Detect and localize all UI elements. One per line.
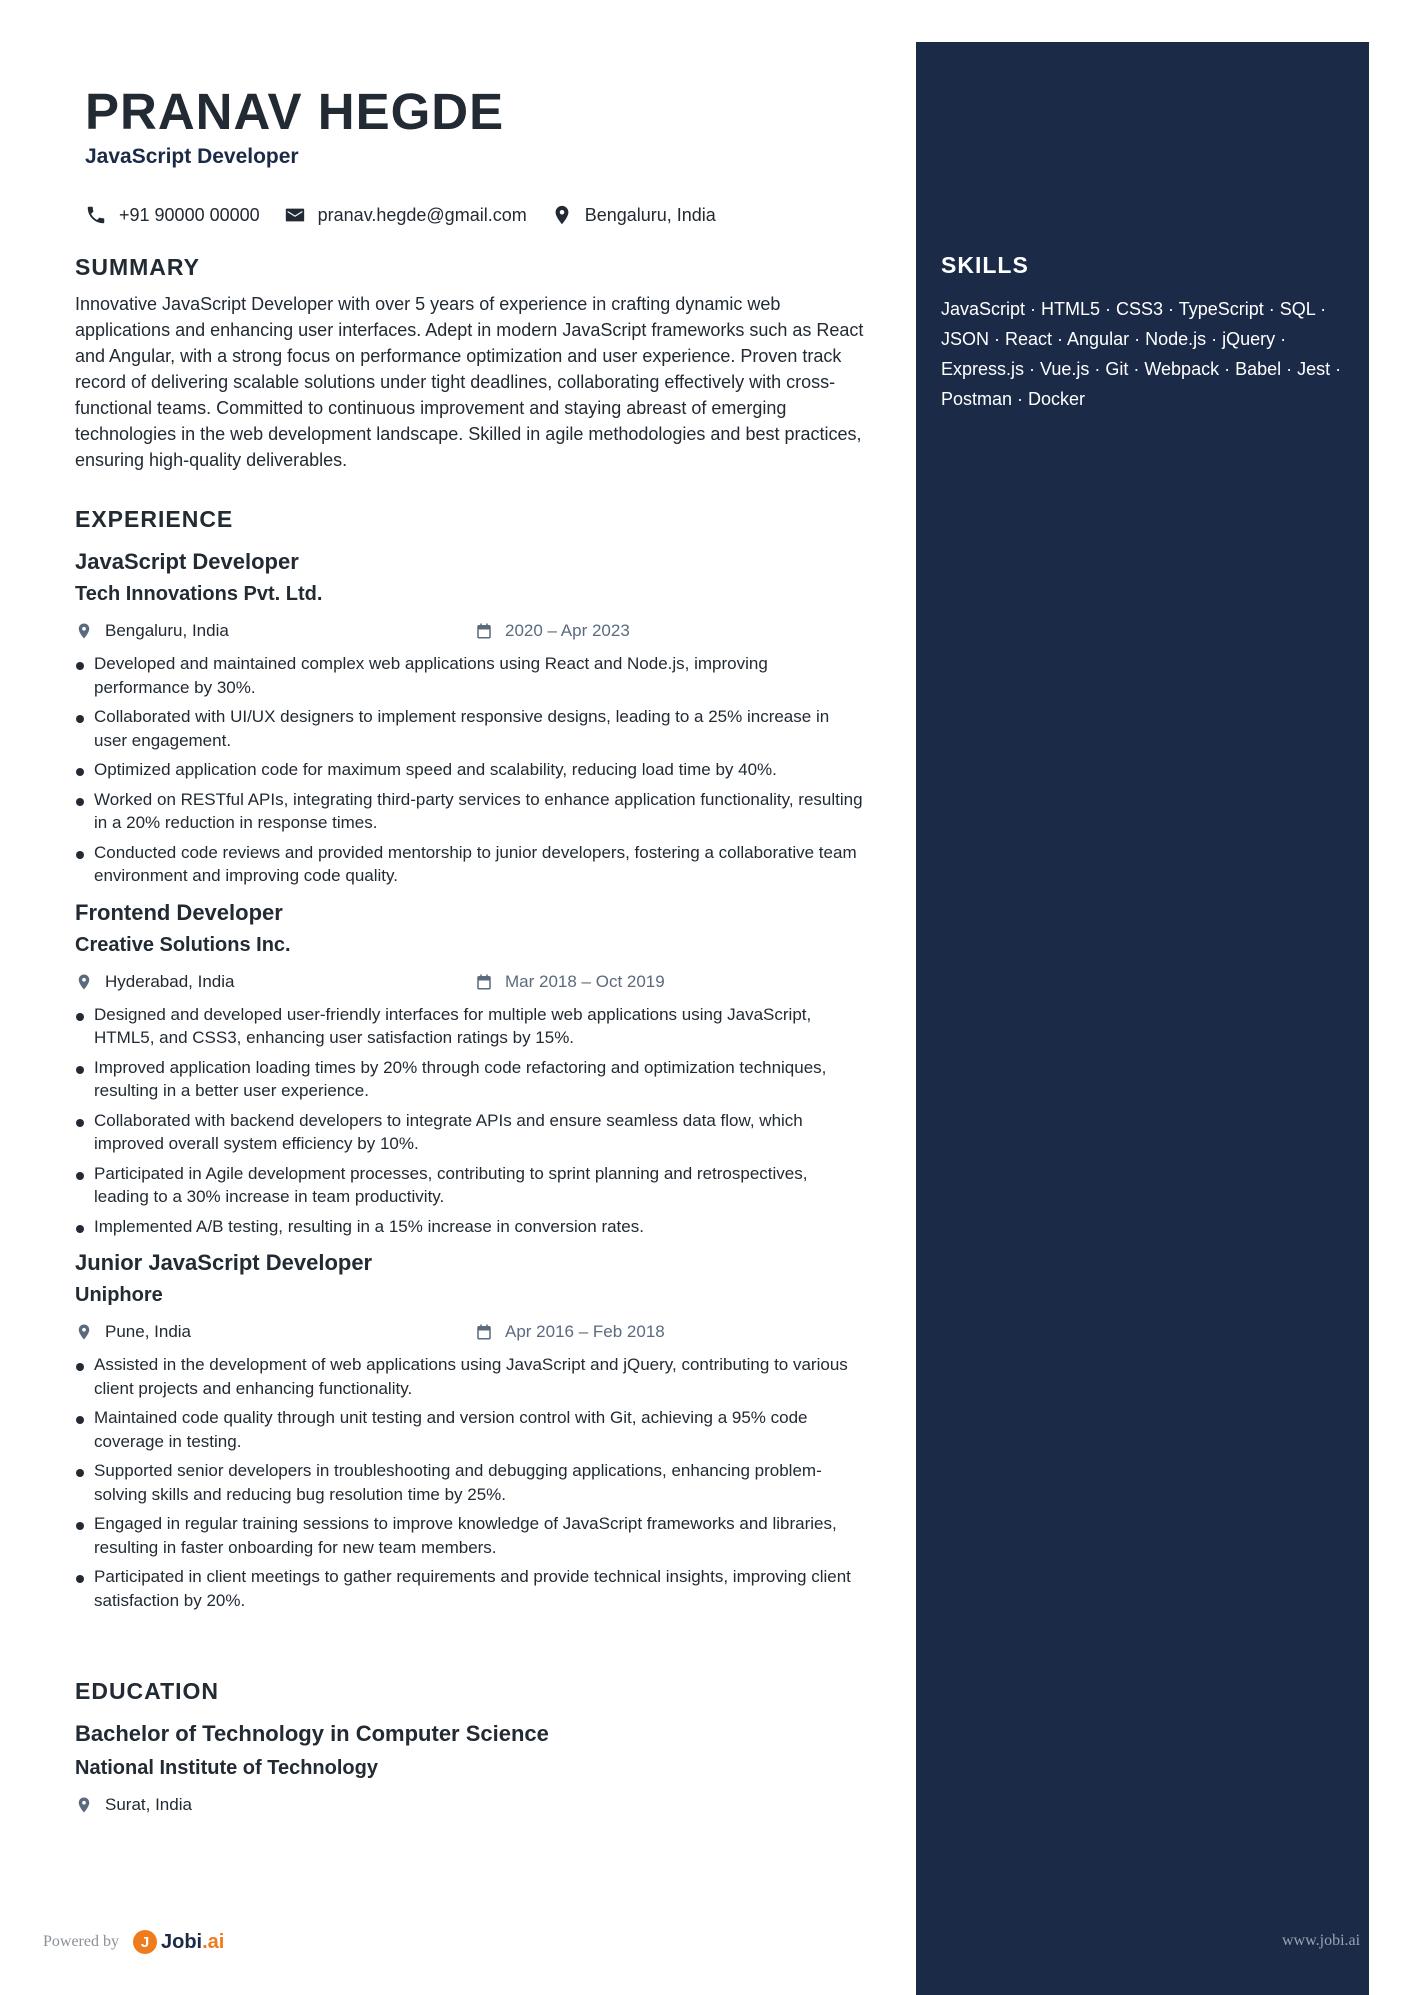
list-item: Assisted in the development of web applications using JavaScript and jQuery, contributing to various client projects and enhancing functionality. <box>75 1353 864 1400</box>
brand-suffix: .ai <box>202 1930 225 1953</box>
experience-section <box>75 506 865 1618</box>
education-degree: Bachelor of Technology in Computer Science <box>75 1721 549 1746</box>
job-dates-text: Apr 2016 – Feb 2018 <box>505 1322 665 1341</box>
calendar-icon <box>475 973 493 991</box>
job-dates <box>475 972 665 992</box>
job-location <box>75 972 475 992</box>
powered-by-label: Powered by <box>43 1933 119 1950</box>
job-entry <box>75 549 865 888</box>
job-meta <box>75 620 865 642</box>
job-entry <box>75 900 865 1239</box>
phone-text: +91 90000 00000 <box>119 204 260 225</box>
powered-by[interactable] <box>43 1930 224 1954</box>
job-location-text: Bengaluru, India <box>105 621 229 640</box>
summary-text: Innovative JavaScript Developer with over 5 years of experience in crafting dynamic web applications and enhancing user interfaces. Adept in modern JavaScript frameworks such as React and Angular, with a strong focus on performance optimization and user experience. Proven track record of delivering scalable solutions under tight deadlines, collaborating effectively with cross-functional teams. Committed to continuous improvement and staying abreast of emerging technologies in the web development landscape. Skilled in agile methodologies and best practices, ensuring high-quality deliverables. <box>75 294 864 470</box>
job-dates-text: Mar 2018 – Oct 2019 <box>505 971 665 991</box>
education-heading: EDUCATION <box>75 1678 220 1704</box>
mail-icon <box>284 204 306 226</box>
location-pin-icon <box>551 204 573 226</box>
list-item: Engaged in regular training sessions to improve knowledge of JavaScript frameworks and libraries, resulting in faster onboarding for new team members. <box>75 1512 864 1559</box>
job-company: Creative Solutions Inc. <box>75 933 291 956</box>
location-pin-icon <box>75 622 93 640</box>
skills-list: JavaScript · HTML5 · CSS3 · TypeScript · SQL · JSON · React · Angular · Node.js · jQuery · Express.js · Vue.js · Git · Webpack · Babel · Jest · Postman · Docker <box>941 299 1342 409</box>
job-dates <box>475 621 630 641</box>
jobi-logo-icon: J <box>133 1930 157 1954</box>
list-item: Maintained code quality through unit testing and version control with Git, achieving a 95% code coverage in testing. <box>75 1406 864 1453</box>
calendar-icon <box>475 1323 493 1341</box>
list-item: Developed and maintained complex web applications using React and Node.js, improving performance by 30%. <box>75 652 864 699</box>
list-item: Optimized application code for maximum speed and scalability, reducing load time by 40%. <box>75 758 864 782</box>
contact-phone[interactable] <box>85 204 260 226</box>
candidate-name: PRANAV HEGDE <box>85 83 505 140</box>
job-meta <box>75 1321 865 1343</box>
calendar-icon <box>475 622 493 640</box>
job-bullets <box>75 1353 865 1612</box>
list-item: Worked on RESTful APIs, integrating third-party services to enhance application functionality, resulting in a 20% reduction in response times. <box>75 788 864 835</box>
education-location <box>75 1795 475 1815</box>
contact-row <box>85 204 740 226</box>
job-meta <box>75 971 865 993</box>
phone-icon <box>85 204 107 226</box>
job-title: Frontend Developer <box>75 899 283 925</box>
sidebar <box>916 42 1369 1995</box>
contact-email[interactable] <box>284 204 527 226</box>
list-item: Supported senior developers in troubleshooting and debugging applications, enhancing problem-solving skills and reducing bug resolution time by 25%. <box>75 1459 864 1506</box>
job-title: Junior JavaScript Developer <box>75 1250 373 1275</box>
list-item: Implemented A/B testing, resulting in a 15% increase in conversion rates. <box>75 1215 864 1239</box>
email-text: pranav.hegde@gmail.com <box>317 204 527 225</box>
location-pin-icon <box>75 1323 93 1341</box>
location-pin-icon <box>75 973 93 991</box>
brand-main: Jobi <box>160 1930 203 1953</box>
education-meta <box>75 1794 865 1816</box>
summary-section <box>75 254 865 473</box>
job-bullets <box>75 652 865 888</box>
education-section <box>75 1678 865 1816</box>
job-dates <box>475 1322 665 1342</box>
job-title: JavaScript Developer <box>75 549 299 574</box>
list-item: Designed and developed user-friendly interfaces for multiple web applications using JavaScript, HTML5, and CSS3, enhancing user satisfaction ratings by 15%. <box>75 1003 864 1050</box>
job-bullets <box>75 1003 865 1239</box>
job-entry <box>75 1250 865 1612</box>
candidate-role: JavaScript Developer <box>85 145 299 168</box>
list-item: Conducted code reviews and provided mentorship to junior developers, fostering a collaborative team environment and improving code quality. <box>75 841 864 888</box>
job-location-text: Pune, India <box>105 1322 192 1341</box>
list-item: Collaborated with backend developers to integrate APIs and ensure seamless data flow, which improved overall system efficiency by 10%. <box>75 1109 864 1156</box>
location-pin-icon <box>75 1796 93 1814</box>
location-text: Bengaluru, India <box>584 204 716 225</box>
job-company: Uniphore <box>75 1284 163 1306</box>
skills-heading: SKILLS <box>941 252 1029 278</box>
list-item: Collaborated with UI/UX designers to implement responsive designs, leading to a 25% increase in user engagement. <box>75 705 864 752</box>
list-item: Participated in Agile development processes, contributing to sprint planning and retrospectives, leading to a 30% increase in team productivity. <box>75 1162 864 1209</box>
job-dates-text: 2020 – Apr 2023 <box>505 621 630 640</box>
job-location-text: Hyderabad, India <box>105 971 235 991</box>
jobi-logo-text <box>161 1931 224 1954</box>
education-location-text: Surat, India <box>105 1795 192 1814</box>
job-location <box>75 621 475 641</box>
experience-heading: EXPERIENCE <box>75 506 234 532</box>
contact-location <box>551 204 716 226</box>
education-school: National Institute of Technology <box>75 1757 378 1779</box>
job-location <box>75 1322 475 1342</box>
summary-heading: SUMMARY <box>75 254 200 280</box>
list-item: Improved application loading times by 20% through code refactoring and optimization techniques, resulting in a better user experience. <box>75 1056 864 1103</box>
website-link[interactable]: www.jobi.ai <box>1282 1932 1361 1949</box>
job-company: Tech Innovations Pvt. Ltd. <box>75 583 323 605</box>
list-item: Participated in client meetings to gather requirements and provide technical insights, improving client satisfaction by 20%. <box>75 1565 864 1612</box>
